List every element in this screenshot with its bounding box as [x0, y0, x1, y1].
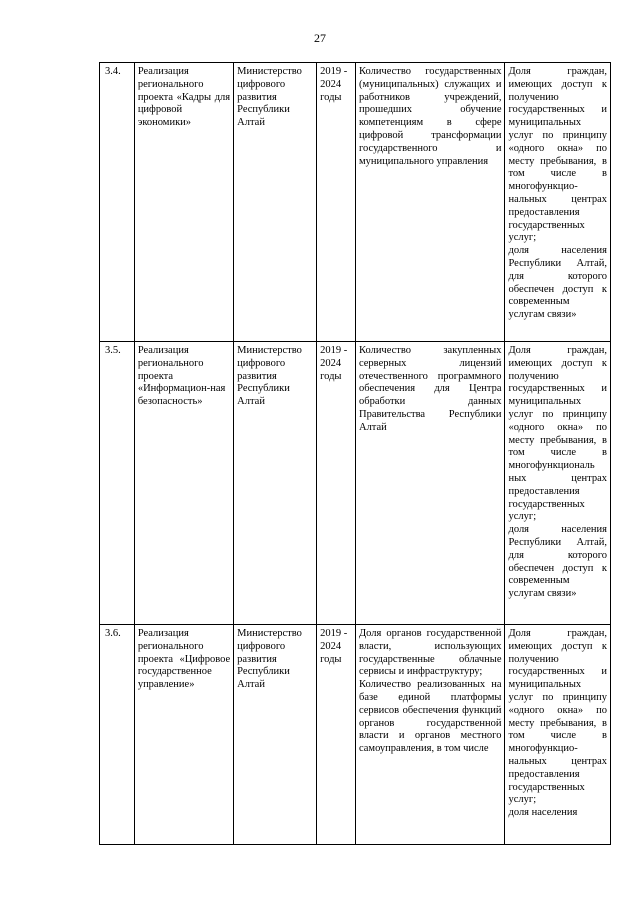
indicator-text: Количество закупленных серверных лицензий отечественного программного обеспечения для Центра обработки данных Правительства Республики Алтай	[355, 342, 505, 625]
measure-name: Реализация регионального проекта «Информацион-ная безопасность»	[134, 342, 233, 625]
page-number: 27	[314, 31, 326, 45]
measure-number: 3.5.	[100, 342, 135, 625]
measure-name: Реализация регионального проекта «Кадры для цифровой экономики»	[134, 63, 233, 342]
implementation-period: 2019 - 2024 годы	[317, 342, 356, 625]
table-row	[100, 625, 611, 845]
implementation-period: 2019 - 2024 годы	[317, 625, 356, 845]
measure-number: 3.4.	[100, 63, 135, 342]
implementation-period: 2019 - 2024 годы	[317, 63, 356, 342]
indicator-text: Доля органов государственной власти, использующих государственные облачные сервисы и инфраструктуру; Количество реализованных на базе единой платформы сервисов обеспечения функций органов государственной власти и органов местного самоуправления, в том числе	[355, 625, 505, 845]
responsible-executor: Министерство цифрового развития Республики Алтай	[234, 342, 317, 625]
indicator-text: Количество государственных (муниципальных) служащих и работников учреждений, прошедших обучение компетенциям в сфере цифровой трансформации государственного и муниципального управления	[355, 63, 505, 342]
target-indicator-text: Доля граждан, имеющих доступ к получению государственных и муниципальных услуг по принципу «одного окна» по месту пребывания, в том числе в многофункциональ ных центрах предоставления государственных услуг; доля населения Республики Алтай, для которого обеспечен доступ к современным услугам связи»	[505, 342, 611, 625]
target-indicator-text: Доля граждан, имеющих доступ к получению государственных и муниципальных услуг по принципу «одного окна» по месту пребывания, в том числе в многофункцио-нальных центрах предоставления государственных услуг; доля населения Республики Алтай, для которого обеспечен доступ к современным услугам связи»	[505, 63, 611, 342]
target-indicator-text: Доля граждан, имеющих доступ к получению государственных и муниципальных услуг по принципу «одного окна» по месту пребывания, в том числе в многофункцио-нальных центрах предоставления государственных услуг; доля населения	[505, 625, 611, 845]
measure-name: Реализация регионального проекта «Цифровое государственное управление»	[134, 625, 233, 845]
table-row	[100, 63, 611, 342]
responsible-executor: Министерство цифрового развития Республики Алтай	[234, 625, 317, 845]
responsible-executor: Министерство цифрового развития Республики Алтай	[234, 63, 317, 342]
program-measures-table	[99, 62, 611, 845]
table-row	[100, 342, 611, 625]
measure-number: 3.6.	[100, 625, 135, 845]
